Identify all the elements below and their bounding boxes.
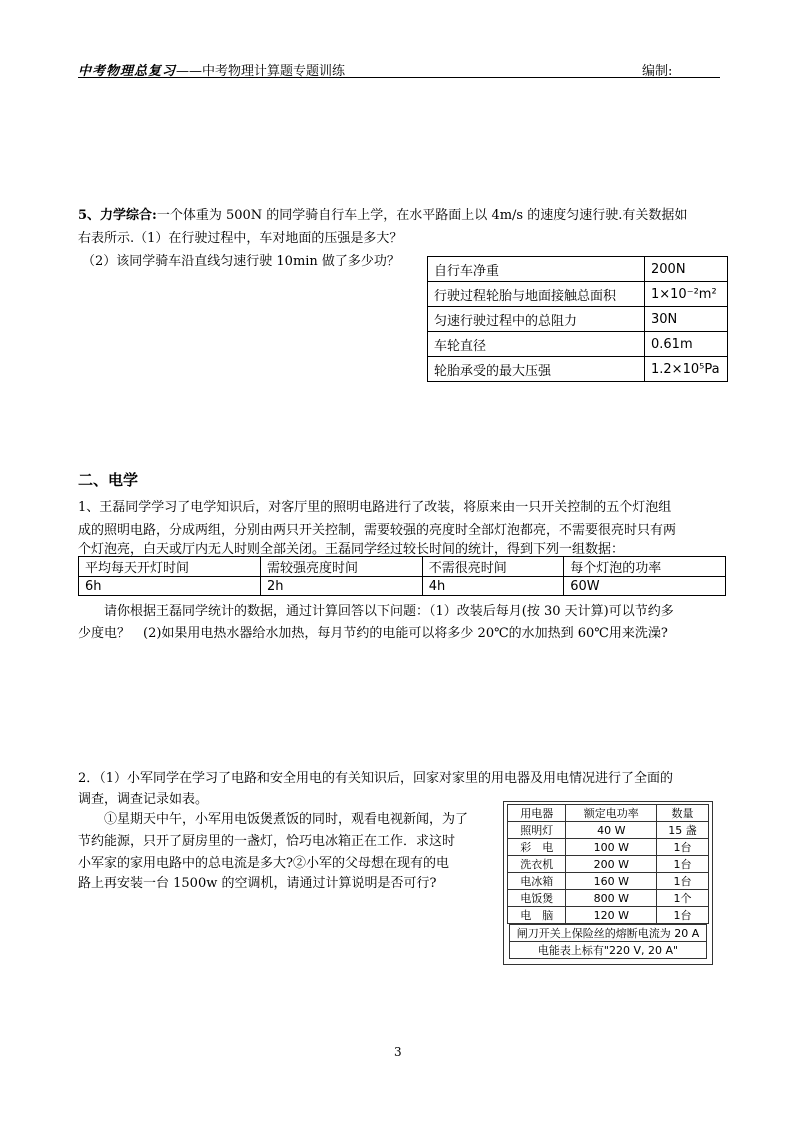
e1-line3: 个灯泡亮，白天或厅内无人时则全部关闭。王磊同学经过较长时间的统计，得到下列一组数据：	[78, 542, 625, 557]
table-cell: 2h	[260, 577, 422, 596]
table-row	[428, 332, 728, 357]
e2-para1: ①星期天中午，小军用电饭煲煮饭的同时，观看电视新闻，为了	[104, 812, 469, 827]
e2-para4: 路上再安装一台 1500w 的空调机，请通过计算说明是否可行?	[78, 876, 437, 891]
e2-para2: 节约能源，只开了厨房里的一盏灯，恰巧电冰箱正在工作．求这时	[78, 834, 456, 849]
q5-line1: 5、力学综合:一个体重为 500N 的同学骑自行车上学，在水平路面上以 4m/s 的速度匀速行驶.有关数据如	[78, 208, 688, 223]
table-cell: 彩 电	[508, 839, 566, 856]
table-cell: 1台	[657, 856, 709, 873]
table-header-cell: 数量	[657, 805, 709, 822]
table-cell: 160 W	[566, 873, 657, 890]
q5-label: 5、力学综合:	[78, 208, 157, 223]
header-title: ——中考物理计算题专题训练	[176, 64, 346, 79]
e1-question-line1: 请你根据王磊同学统计的数据，通过计算回答以下问题：（1）改装后每月(按 30 天计算)可以节约多	[104, 604, 674, 619]
e1-line2: 成的照明电路，分成两组，分别由两只开关控制，需要较强的亮度时全部灯泡都亮，不需要很亮时只有两	[78, 523, 677, 538]
table-cell-label: 车轮直径	[428, 332, 645, 357]
e2-para3: 小军家的家用电路中的总电流是多大?②小军的父母想在现有的电	[78, 856, 449, 871]
table-cell: 40 W	[566, 822, 657, 839]
table-cell-value: 1.2×10⁵Pa	[645, 357, 728, 382]
table-row	[79, 577, 726, 596]
table-cell: 60W	[564, 577, 726, 596]
table-cell-value: 30N	[645, 307, 728, 332]
table-cell: 6h	[79, 577, 261, 596]
table-row	[508, 822, 709, 839]
table-row	[508, 907, 709, 924]
fuse-note: 闸刀开关上保险丝的熔断电流为 20 A	[509, 924, 707, 942]
page-number: 3	[394, 1045, 402, 1059]
table-cell: 1个	[657, 890, 709, 907]
table-cell: 200 W	[566, 856, 657, 873]
table-header-cell: 平均每天开灯时间	[79, 557, 261, 577]
table-cell: 100 W	[566, 839, 657, 856]
table-cell: 4h	[422, 577, 564, 596]
table-cell-label: 行驶过程轮胎与地面接触总面积	[428, 282, 645, 307]
table-row	[428, 282, 728, 307]
table-header-cell: 用电器	[508, 805, 566, 822]
table-cell: 1台	[657, 907, 709, 924]
e2-line1: 2．（1）小军同学在学习了电路和安全用电的有关知识后，回家对家里的用电器及用电情况进行了全面的	[78, 771, 674, 786]
table-cell: 15 盏	[657, 822, 709, 839]
table-header-cell: 需较强亮度时间	[260, 557, 422, 577]
table-cell: 电冰箱	[508, 873, 566, 890]
table-header-cell: 额定电功率	[566, 805, 657, 822]
table-header-row	[79, 557, 726, 577]
table-row	[508, 873, 709, 890]
table-header-row	[508, 805, 709, 822]
table-cell: 照明灯	[508, 822, 566, 839]
table-cell: 电 脑	[508, 907, 566, 924]
table-cell-value: 200N	[645, 257, 728, 282]
e1-line1: 1、王磊同学学习了电学知识后，对客厅里的照明电路进行了改装，将原来由一只开关控制的五个灯泡组	[78, 500, 672, 515]
meter-note: 电能表上标有"220 V, 20 A"	[509, 942, 707, 959]
table-cell: 1台	[657, 873, 709, 890]
q5-line3: （2）该同学骑车沿直线匀速行驶 10min 做了多少功？	[82, 254, 400, 269]
table-header-cell: 不需很亮时间	[422, 557, 564, 577]
header-divider	[78, 77, 720, 78]
table-cell-label: 自行车净重	[428, 257, 645, 282]
header-brand: 中考物理总复习	[78, 64, 177, 79]
table-cell: 洗衣机	[508, 856, 566, 873]
table-cell: 800 W	[566, 890, 657, 907]
table-cell-label: 匀速行驶过程中的总阻力	[428, 307, 645, 332]
table-row	[508, 856, 709, 873]
section-title: 二、电学	[78, 471, 139, 489]
table-row	[428, 307, 728, 332]
table-row	[428, 257, 728, 282]
e2-line2: 调查，调查记录如表。	[78, 792, 209, 807]
table-cell: 电饭煲	[508, 890, 566, 907]
q5-line2: 右表所示.（1）在行驶过程中，车对地面的压强是多大？	[78, 231, 403, 246]
appliance-survey-table	[503, 801, 713, 965]
lighting-data-table	[78, 556, 726, 596]
e1-question-line2: 少度电？ (2)如果用电热水器给水加热，每月节约的电能可以将多少 20℃的水加热到 60℃用来洗澡?	[78, 626, 668, 641]
table-row	[428, 357, 728, 382]
table-cell-value: 0.61m	[645, 332, 728, 357]
table-row	[508, 890, 709, 907]
table-cell-value: 1×10⁻²m²	[645, 282, 728, 307]
table-header-cell: 每个灯泡的功率	[564, 557, 726, 577]
table-cell-label: 轮胎承受的最大压强	[428, 357, 645, 382]
table-row	[508, 839, 709, 856]
bike-data-table	[427, 256, 728, 382]
header-editor-label: 编制:	[642, 64, 673, 79]
table-cell: 1台	[657, 839, 709, 856]
table-cell: 120 W	[566, 907, 657, 924]
